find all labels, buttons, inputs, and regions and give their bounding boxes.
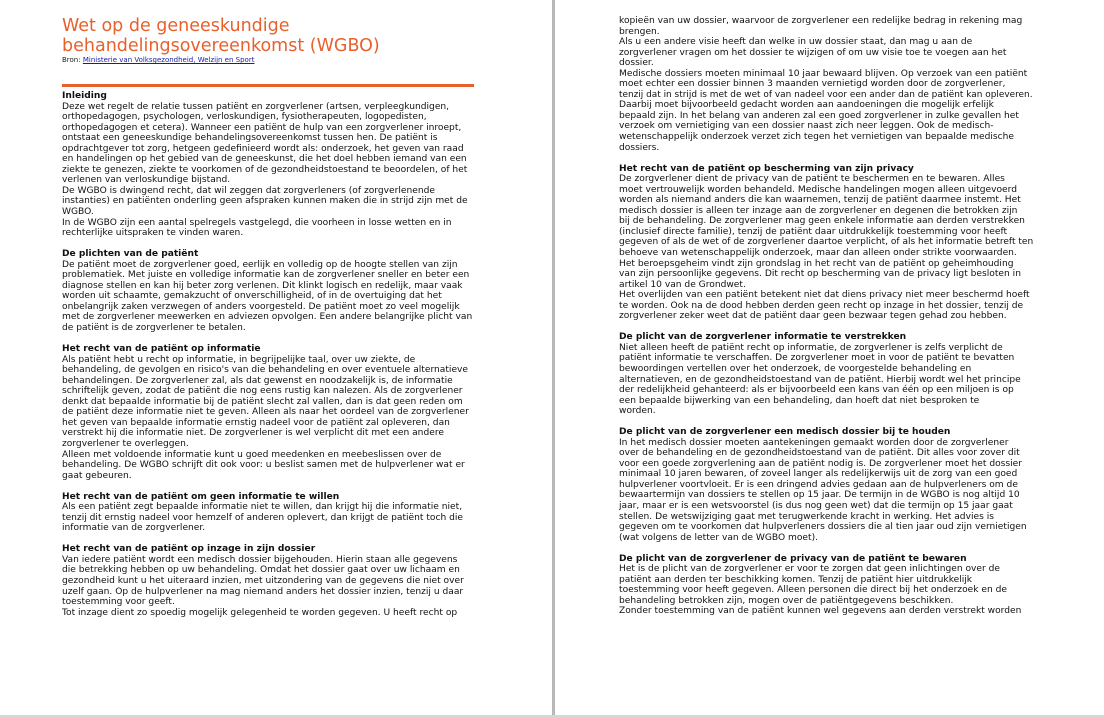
body-text-line: worden. <box>619 406 656 417</box>
body-text-line: problematiek. Met juiste en volledige informatie kan de zorgverlener sneller en beter een <box>62 270 470 281</box>
body-text-line: over de behandeling en de gezondheidstoestand van de patiënt. Dit alles voor zover dit <box>619 448 1020 459</box>
body-text-line: zorgverlener vragen om het dossier te wijzigen of om uw visie toe te voegen aan het <box>619 47 1007 58</box>
body-text-line: dossier. <box>619 58 654 69</box>
body-text-line: Als patiënt hebt u recht op informatie, in begrijpelijke taal, over uw ziekte, de <box>62 354 416 365</box>
body-text-line: orthopedagogen et cetera). Wanneer een patiënt de hulp van een zorgverlener inroept, <box>62 122 462 133</box>
body-text-line: minimaal 10 jaren bewaren, of zoveel langer als redelijkerwijs uit de zorg van een goed <box>619 469 1018 480</box>
body-text-line: de patiënt deze informatie niet te geven. Alleen als naar het oordeel van de zorgverlener <box>62 407 469 418</box>
body-text-line: stellen. De wetswijziging gaat met terugwerkende kracht in werking. Het advies is <box>619 511 994 522</box>
section <box>62 249 474 333</box>
section <box>619 332 1033 416</box>
body-text-line: opdrachtgever tot zorg, hetgeen gedefinieerd wordt als: onderzoek, het geven van raad <box>62 143 464 154</box>
section-heading: Het recht van de patiënt op inzage in zijn dossier <box>62 544 316 555</box>
section <box>62 344 474 481</box>
body-text-line: zorgverlener te overleggen. <box>62 438 189 449</box>
body-text-line: moet vertrouwelijk worden behandeld. Medische handelingen mogen alleen uitgevoerd <box>619 184 1017 195</box>
body-text-line: artikel 10 van de Grondwet. <box>619 279 746 290</box>
section <box>62 544 474 618</box>
body-text-line: uzelf gaan. Op de hulpverlener na mag niemand anders het dossier inzien, tenzij u daar <box>62 586 464 597</box>
body-text-line: orthopedagogen, psychologen, verloskundigen, fysiotherapeuten, logopedisten, <box>62 112 427 123</box>
body-text-line: De zorgverlener dient de privacy van de patiënt te beschermen en te bewaren. Alles <box>619 174 1005 185</box>
body-text-line: bepaald zijn. In het belang van anderen zal een goed zorgverlener in zulke gevallen het <box>619 110 1019 121</box>
body-text-line: Als een patiënt zegt bepaalde informatie niet te willen, dan krijgt hij die informatie niet, <box>62 502 463 513</box>
document-title-line: Wet op de geneeskundige <box>62 16 290 36</box>
body-text-line: worden uit schaamte, gemakzucht of onverschilligheid, of in de overtuiging dat het <box>62 291 442 302</box>
section-heading: Het recht van de patiënt op informatie <box>62 344 261 355</box>
body-text-line: gezondheid kunt u het uiteraard inzien, met uitzondering van de gegevens die niet over <box>62 575 464 586</box>
body-text-line: hulpverlener voortvloeit. Er is een dringend advies gedaan aan de hulpverleners om de <box>619 479 1018 490</box>
section-heading: De plicht van de zorgverlener de privacy van de patiënt te bewaren <box>619 553 967 564</box>
body-text-line: dossiers. <box>619 142 660 153</box>
document-title <box>62 16 502 56</box>
body-text-line: rechterlijke uitspraken te vinden waren. <box>62 228 244 239</box>
body-text-line: patiënt informatie te verschaffen. De zorgverlener moet in voor de patiënt te bevatten <box>619 353 1015 364</box>
body-text-line: worden als niemand anders die kan waarnemen, tenzij de patiënt daarmee instemt. Het <box>619 195 1021 206</box>
body-text-line: ziekte te genezen, ziekte te voorkomen of de gezondheidstoestand te beoordelen, of het <box>62 164 468 175</box>
body-text-line: (inclusief directe familie), tenzij de patiënt daar uitdrukkelijk toestemming voor heeft <box>619 226 1008 237</box>
section <box>619 427 1033 543</box>
section <box>619 554 1033 617</box>
body-text-line: met de zorgverlener meewerken en adviezen opvolgen. Een andere belangrijke plicht van <box>62 312 473 323</box>
body-text-line: Deze wet regelt de relatie tussen patiënt en zorgverlener (artsen, verpleegkundigen, <box>62 101 450 112</box>
body-text-line: tenzij dat in strijd is met de wet of van nadeel voor een ander dan de patiënt kan opleveren. <box>619 89 1033 100</box>
body-text-line: behoeve van wetenschappelijk onderzoek, maar dan alleen onder strikte voorwaarden. <box>619 247 1017 258</box>
section-heading: Het recht van de patiënt om geen informatie te willen <box>62 491 340 502</box>
body-text-line: In de WGBO zijn een aantal spelregels vastgelegd, die voorheen in losse wetten en in <box>62 217 452 228</box>
body-text-line: schriftelijk geven, zodat de patiënt die nog eens rustig kan nalezen. Als de zorgverlener <box>62 386 463 397</box>
source-line <box>62 56 254 64</box>
body-text-line: wetenschappelijk onderzoek verzet zich tegen het vernietigen van bepaalde medische <box>619 132 1014 143</box>
body-text-line: Tot inzage dient zo spoedig mogelijk gelegenheid te worden gegeven. U heeft recht op <box>62 607 458 618</box>
body-text-line: bewaartermijn van dossiers te stellen op 15 jaar. De termijn in de WGBO is nog altijd 10 <box>619 490 1020 501</box>
body-text-line: onbelangrijk zaken verzwegen of anders voorgesteld. De patiënt moet zo veel mogelijk <box>62 301 460 312</box>
body-text-line: De WGBO is dwingend recht, dat wil zeggen dat zorgverleners (of zorgverlenende <box>62 185 435 196</box>
body-text-line: Alleen met voldoende informatie kunt u goed meedenken en meebeslissen over de <box>62 449 442 460</box>
left-column <box>62 91 474 629</box>
body-text-line: (wat volgens de letter van de WGBO moet). <box>619 532 819 543</box>
body-text-line: voor een goede zorgverlening aan de patiënt nodig is. De zorgverlener moet het dossier <box>619 458 1023 469</box>
body-text-line: De patiënt moet de zorgverlener goed, eerlijk en volledig op de hoogte stellen van zijn <box>62 259 458 270</box>
section <box>62 91 474 239</box>
body-text-line: gaat gebeuren. <box>62 470 132 481</box>
body-text-line: alternatieven, en de gezondheidstoestand van de patiënt. Hierbij wordt wel het principe <box>619 374 1021 385</box>
body-text-line: een bepaalde bijwerking van een behandeling, dan hoeft dat niet besproken te <box>619 395 980 406</box>
section <box>619 164 1033 322</box>
source-label: Bron: <box>62 56 81 64</box>
document-page-right <box>555 0 1104 718</box>
body-text-line: Het overlijden van een patiënt betekent niet dat diens privacy niet meer beschermd hoeft <box>619 290 1030 301</box>
body-text-line: behandelingen. De zorgverlener zal, als dat gewenst en noodzakelijk is, de informatie <box>62 375 453 386</box>
body-text-line: Niet alleen heeft de patiënt recht op informatie, de zorgverlener is zelfs verplicht de <box>619 342 1003 353</box>
body-text-line: bewoordingen vertellen over het onderzoek, de voorgestelde behandeling en <box>619 363 972 374</box>
body-text-line: en handelingen op het gebied van de geneeskunst, die het doel hebben iemand van een <box>62 154 467 165</box>
body-text-line: verstrekt hij die informatie niet. De zorgverlener is wel verplicht dit met een andere <box>62 428 444 439</box>
body-text-line: toestemming voor heeft gegeven. Alleen personen die direct bij het onderzoek en de <box>619 585 1008 596</box>
body-text-line: die betrekking hebben op uw behandeling. Omdat het dossier gaat over uw lichaam en <box>62 565 460 576</box>
body-text-line: denkt dat bepaalde informatie bij de patiënt slecht zal vallen, dan is dat geen reden om <box>62 396 463 407</box>
body-text-line: gegeven of als de wet of de zorgverlener daartoe verplicht, of als het informatie betreft ten <box>619 237 1034 248</box>
body-text-line: het geven van bepaalde informatie ernstig nadeel voor de patiënt zal opleveren, dan <box>62 417 450 428</box>
body-text-line: Zonder toestemming van de patiënt kunnen wel gegevens aan derden verstrekt worden <box>619 606 1022 617</box>
body-text-line: tenzij dit ernstig nadeel voor hemzelf of anderen oplevert, dan krijgt de patiënt toch die <box>62 512 464 523</box>
body-text-line: behandeling. De WGBO schrijft dit ook voor: u beslist samen met de hulpverlener wat er <box>62 460 465 471</box>
body-text-line: ontstaat een geneeskundige behandelingsovereenkomst tussen hen. De patiënt is <box>62 133 438 144</box>
document-title-line: behandelingsovereenkomst (WGBO) <box>62 36 380 56</box>
body-text-line: verlenen van verloskundige bijstand. <box>62 175 231 186</box>
body-text-line: bij de behandeling. De zorgverlener mag geen enkele informatie aan derden verstrekken <box>619 216 1025 227</box>
section <box>619 16 1033 153</box>
body-text-line: Medische dossiers moeten minimaal 10 jaar bewaard blijven. Op verzoek van een patiënt <box>619 68 1028 79</box>
right-column <box>619 16 1033 627</box>
section-heading: De plicht van de zorgverlener informatie te verstrekken <box>619 332 907 343</box>
body-text-line: Daarbij moet bijvoorbeeld gedacht worden aan aandoeningen die mogelijk erfelijk <box>619 100 994 111</box>
body-text-line: jaar, maar er is een wetsvoorstel (is dus nog geen wet) dat die termijn op 15 jaar gaat <box>619 501 1013 512</box>
body-text-line: Van iedere patiënt wordt een medisch dossier bijgehouden. Hierin staan alle gegevens <box>62 554 458 565</box>
body-text-line: medisch dossier is alleen ter inzage aan de zorgverlener en degenen die betrokken zijn <box>619 205 1018 216</box>
body-text-line: moet echter een dossier binnen 3 maanden vernietigd worden door de zorgverlener, <box>619 79 1006 90</box>
title-divider <box>62 84 474 87</box>
body-text-line: In het medisch dossier moeten aantekeningen gemaakt worden door de zorgverlener <box>619 437 1009 448</box>
body-text-line: WGBO. <box>62 207 94 218</box>
body-text-line: patiënt aan derden ter beschikking komen. Tenzij de patiënt hier uitdrukkelijk <box>619 574 973 585</box>
body-text-line: diagnose stellen en kan hij beter zorg verlenen. Dit klinkt logisch en redelijk, maar vaak <box>62 280 463 291</box>
source-link[interactable]: Ministerie van Volksgezondheid, Welzijn en Sport <box>82 56 255 64</box>
section-heading: Het recht van de patiënt op bescherming van zijn privacy <box>619 163 914 174</box>
body-text-line: behandeling, de gevolgen en risico's van die behandeling en over eventuele alternatieve <box>62 365 469 376</box>
body-text-line: behandeling betrokken zijn, mogen over de patiëntgegevens beschikken. <box>619 595 954 606</box>
body-text-line: Het beroepsgeheim vindt zijn grondslag in het recht van de patiënt op geheimhouding <box>619 258 1014 269</box>
body-text-line: te worden. Ook na de dood hebben derden geen recht op inzage in het dossier, tenzij de <box>619 300 1024 311</box>
body-text-line: kopieën van uw dossier, waarvoor de zorgverlener een redelijke bedrag in rekening mag <box>619 16 1023 26</box>
body-text-line: toestemming voor geeft. <box>62 597 175 608</box>
body-text-line: van zijn persoonlijke gegevens. Dit recht op bescherming van de privacy ligt besloten in <box>619 269 1021 280</box>
body-text-line: informatie van de zorgverlener. <box>62 523 206 534</box>
body-text-line: zorgverlener zeker weet dat de patiënt daar geen bezwaar tegen gehad zou hebben. <box>619 311 1007 322</box>
body-text-line: instanties) en patiënten onderling geen afspraken kunnen maken die in strijd zijn met de <box>62 196 468 207</box>
body-text-line: gegeven om te voorkomen dat hulpverleners dossiers die al tien jaar oud zijn vernietigen <box>619 522 1027 533</box>
section <box>62 492 474 534</box>
body-text-line: verzoek om vernietiging van een dossier naast zich neer leggen. Ook de medisch- <box>619 121 994 132</box>
body-text-line: Het is de plicht van de zorgverlener er voor te zorgen dat geen inlichtingen over de <box>619 564 1001 575</box>
body-text-line: der redelijkheid gehanteerd: als er bijvoorbeeld een kans van één op een miljoen is op <box>619 385 1014 396</box>
body-text-line: de patiënt is de zorgverlener te betalen. <box>62 322 246 333</box>
body-text-line: brengen. <box>619 26 660 37</box>
section-heading: De plicht van de zorgverlener een medisch dossier bij te houden <box>619 427 951 438</box>
section-heading: Inleiding <box>62 91 107 101</box>
body-text-line: Als u een andere visie heeft dan welke in uw dossier staat, dan mag u aan de <box>619 37 973 48</box>
section-heading: De plichten van de patiënt <box>62 249 199 260</box>
